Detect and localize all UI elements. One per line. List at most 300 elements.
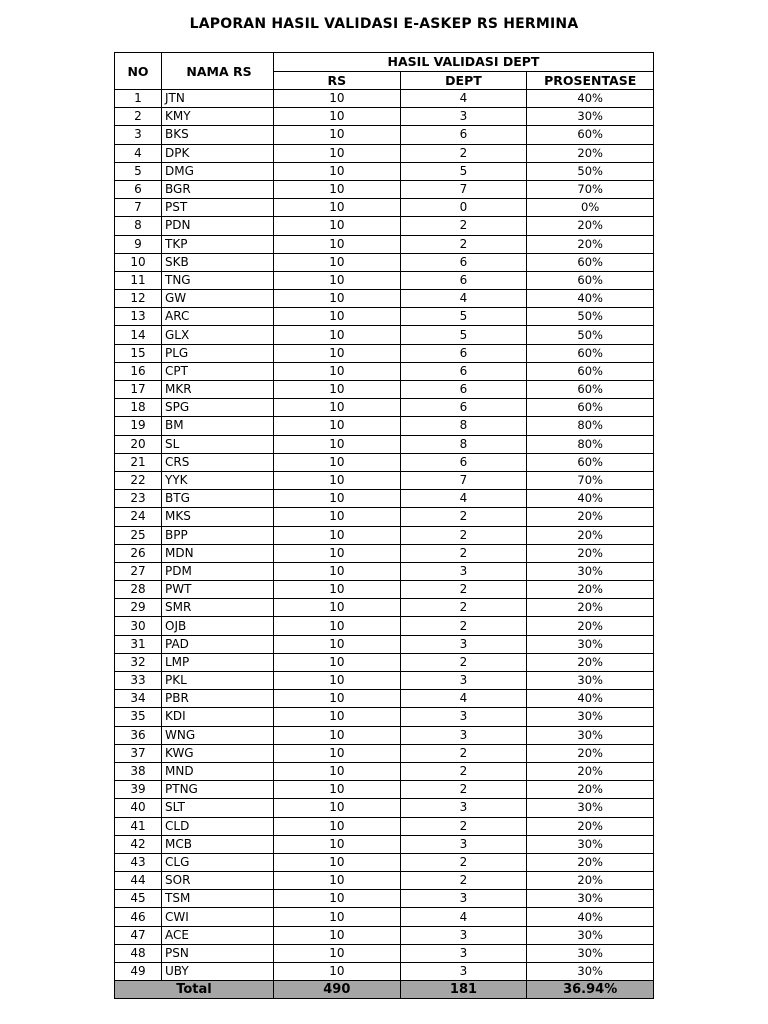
cell-rs: 10 [274, 599, 401, 617]
cell-dept: 8 [400, 435, 527, 453]
cell-rs: 10 [274, 617, 401, 635]
cell-dept: 7 [400, 180, 527, 198]
cell-no: 29 [115, 599, 162, 617]
cell-dept: 6 [400, 381, 527, 399]
cell-prosentase: 80% [527, 435, 654, 453]
table-row [115, 872, 654, 890]
cell-prosentase: 20% [527, 217, 654, 235]
table-row [115, 672, 654, 690]
header-dept: DEPT [400, 71, 527, 90]
table-row [115, 253, 654, 271]
cell-no: 17 [115, 381, 162, 399]
cell-nama-rs: PAD [162, 635, 274, 653]
cell-nama-rs: SKB [162, 253, 274, 271]
cell-rs: 10 [274, 890, 401, 908]
cell-no: 36 [115, 726, 162, 744]
cell-rs: 10 [274, 817, 401, 835]
cell-no: 4 [115, 144, 162, 162]
table-row [115, 471, 654, 489]
table-row [115, 308, 654, 326]
cell-prosentase: 20% [527, 508, 654, 526]
cell-prosentase: 20% [527, 235, 654, 253]
cell-rs: 10 [274, 744, 401, 762]
cell-prosentase: 60% [527, 399, 654, 417]
cell-rs: 10 [274, 308, 401, 326]
cell-prosentase: 20% [527, 744, 654, 762]
cell-rs: 10 [274, 581, 401, 599]
cell-dept: 7 [400, 471, 527, 489]
cell-no: 22 [115, 471, 162, 489]
cell-nama-rs: SPG [162, 399, 274, 417]
cell-nama-rs: PKL [162, 672, 274, 690]
cell-rs: 10 [274, 908, 401, 926]
cell-nama-rs: MCB [162, 835, 274, 853]
cell-no: 5 [115, 162, 162, 180]
cell-no: 35 [115, 708, 162, 726]
table-row [115, 453, 654, 471]
header-nama-rs: NAMA RS [162, 53, 274, 90]
cell-prosentase: 40% [527, 490, 654, 508]
cell-no: 34 [115, 690, 162, 708]
cell-no: 27 [115, 562, 162, 580]
cell-rs: 10 [274, 726, 401, 744]
cell-rs: 10 [274, 762, 401, 780]
table-row [115, 199, 654, 217]
cell-prosentase: 20% [527, 144, 654, 162]
cell-rs: 10 [274, 635, 401, 653]
cell-dept: 2 [400, 781, 527, 799]
cell-rs: 10 [274, 217, 401, 235]
cell-dept: 2 [400, 544, 527, 562]
cell-prosentase: 40% [527, 290, 654, 308]
cell-dept: 0 [400, 199, 527, 217]
cell-nama-rs: BM [162, 417, 274, 435]
cell-rs: 10 [274, 326, 401, 344]
total-label: Total [115, 981, 274, 999]
table-row [115, 326, 654, 344]
cell-rs: 10 [274, 708, 401, 726]
cell-rs: 10 [274, 235, 401, 253]
cell-rs: 10 [274, 799, 401, 817]
table-row [115, 108, 654, 126]
cell-nama-rs: WNG [162, 726, 274, 744]
cell-rs: 10 [274, 526, 401, 544]
cell-rs: 10 [274, 162, 401, 180]
total-dept: 181 [400, 981, 527, 999]
cell-nama-rs: SLT [162, 799, 274, 817]
cell-rs: 10 [274, 653, 401, 671]
cell-no: 31 [115, 635, 162, 653]
cell-no: 20 [115, 435, 162, 453]
cell-dept: 2 [400, 617, 527, 635]
cell-prosentase: 30% [527, 562, 654, 580]
cell-no: 18 [115, 399, 162, 417]
cell-dept: 6 [400, 271, 527, 289]
cell-prosentase: 60% [527, 344, 654, 362]
cell-nama-rs: BTG [162, 490, 274, 508]
cell-nama-rs: CLD [162, 817, 274, 835]
cell-no: 42 [115, 835, 162, 853]
total-row [115, 981, 654, 999]
table-row [115, 290, 654, 308]
table-row [115, 908, 654, 926]
cell-rs: 10 [274, 926, 401, 944]
table-body [115, 90, 654, 981]
cell-rs: 10 [274, 126, 401, 144]
cell-rs: 10 [274, 362, 401, 380]
validation-table [114, 52, 654, 999]
cell-no: 12 [115, 290, 162, 308]
cell-nama-rs: SMR [162, 599, 274, 617]
cell-nama-rs: PDN [162, 217, 274, 235]
cell-dept: 2 [400, 581, 527, 599]
cell-prosentase: 30% [527, 835, 654, 853]
cell-prosentase: 20% [527, 526, 654, 544]
table-row [115, 599, 654, 617]
cell-rs: 10 [274, 108, 401, 126]
cell-rs: 10 [274, 435, 401, 453]
cell-prosentase: 70% [527, 180, 654, 198]
cell-no: 24 [115, 508, 162, 526]
cell-nama-rs: BKS [162, 126, 274, 144]
cell-nama-rs: OJB [162, 617, 274, 635]
cell-prosentase: 30% [527, 726, 654, 744]
table-row [115, 562, 654, 580]
table-row [115, 508, 654, 526]
table-row [115, 762, 654, 780]
cell-nama-rs: PLG [162, 344, 274, 362]
table-row [115, 853, 654, 871]
cell-prosentase: 30% [527, 799, 654, 817]
cell-no: 6 [115, 180, 162, 198]
table-row [115, 344, 654, 362]
table-row [115, 180, 654, 198]
cell-nama-rs: TKP [162, 235, 274, 253]
cell-nama-rs: SOR [162, 872, 274, 890]
table-row [115, 653, 654, 671]
cell-rs: 10 [274, 453, 401, 471]
cell-dept: 3 [400, 708, 527, 726]
cell-no: 38 [115, 762, 162, 780]
cell-no: 10 [115, 253, 162, 271]
cell-nama-rs: MKS [162, 508, 274, 526]
table-row [115, 162, 654, 180]
cell-nama-rs: DPK [162, 144, 274, 162]
cell-nama-rs: CWI [162, 908, 274, 926]
table-row [115, 126, 654, 144]
table-row [115, 817, 654, 835]
cell-nama-rs: TNG [162, 271, 274, 289]
table-row [115, 544, 654, 562]
header-rs: RS [274, 71, 401, 90]
table-row [115, 690, 654, 708]
cell-prosentase: 20% [527, 817, 654, 835]
cell-nama-rs: KWG [162, 744, 274, 762]
cell-prosentase: 20% [527, 544, 654, 562]
cell-dept: 5 [400, 308, 527, 326]
cell-no: 11 [115, 271, 162, 289]
cell-nama-rs: SL [162, 435, 274, 453]
cell-dept: 6 [400, 253, 527, 271]
cell-nama-rs: BPP [162, 526, 274, 544]
table-row [115, 526, 654, 544]
cell-prosentase: 50% [527, 308, 654, 326]
cell-dept: 2 [400, 744, 527, 762]
table-row [115, 781, 654, 799]
cell-dept: 2 [400, 817, 527, 835]
cell-prosentase: 80% [527, 417, 654, 435]
table-row [115, 399, 654, 417]
cell-prosentase: 50% [527, 162, 654, 180]
cell-rs: 10 [274, 144, 401, 162]
cell-prosentase: 20% [527, 853, 654, 871]
cell-no: 39 [115, 781, 162, 799]
cell-no: 8 [115, 217, 162, 235]
cell-dept: 6 [400, 399, 527, 417]
cell-prosentase: 20% [527, 617, 654, 635]
table-row [115, 708, 654, 726]
cell-dept: 4 [400, 690, 527, 708]
cell-dept: 4 [400, 490, 527, 508]
header-no: NO [115, 53, 162, 90]
cell-dept: 3 [400, 926, 527, 944]
cell-prosentase: 30% [527, 635, 654, 653]
cell-no: 14 [115, 326, 162, 344]
cell-nama-rs: JTN [162, 90, 274, 108]
cell-nama-rs: PWT [162, 581, 274, 599]
cell-nama-rs: PTNG [162, 781, 274, 799]
cell-no: 46 [115, 908, 162, 926]
cell-nama-rs: PSN [162, 944, 274, 962]
cell-no: 26 [115, 544, 162, 562]
table-row [115, 217, 654, 235]
cell-no: 16 [115, 362, 162, 380]
cell-prosentase: 30% [527, 108, 654, 126]
cell-dept: 3 [400, 835, 527, 853]
cell-no: 13 [115, 308, 162, 326]
table-row [115, 144, 654, 162]
cell-dept: 6 [400, 126, 527, 144]
table-row [115, 890, 654, 908]
cell-nama-rs: PST [162, 199, 274, 217]
cell-rs: 10 [274, 253, 401, 271]
cell-dept: 3 [400, 672, 527, 690]
cell-dept: 6 [400, 362, 527, 380]
cell-rs: 10 [274, 508, 401, 526]
table-row [115, 617, 654, 635]
cell-no: 44 [115, 872, 162, 890]
cell-no: 19 [115, 417, 162, 435]
cell-no: 15 [115, 344, 162, 362]
cell-dept: 3 [400, 944, 527, 962]
cell-dept: 6 [400, 344, 527, 362]
cell-rs: 10 [274, 544, 401, 562]
cell-nama-rs: BGR [162, 180, 274, 198]
cell-nama-rs: CLG [162, 853, 274, 871]
table-row [115, 381, 654, 399]
cell-prosentase: 60% [527, 253, 654, 271]
cell-no: 2 [115, 108, 162, 126]
table-row [115, 835, 654, 853]
cell-nama-rs: DMG [162, 162, 274, 180]
cell-no: 49 [115, 963, 162, 981]
cell-no: 41 [115, 817, 162, 835]
cell-nama-rs: CPT [162, 362, 274, 380]
table-row [115, 362, 654, 380]
cell-rs: 10 [274, 199, 401, 217]
cell-dept: 3 [400, 963, 527, 981]
cell-rs: 10 [274, 290, 401, 308]
cell-prosentase: 20% [527, 872, 654, 890]
total-rs: 490 [274, 981, 401, 999]
cell-no: 37 [115, 744, 162, 762]
cell-prosentase: 40% [527, 690, 654, 708]
table-row [115, 235, 654, 253]
cell-nama-rs: TSM [162, 890, 274, 908]
cell-prosentase: 60% [527, 362, 654, 380]
cell-rs: 10 [274, 944, 401, 962]
cell-prosentase: 20% [527, 781, 654, 799]
cell-rs: 10 [274, 271, 401, 289]
cell-rs: 10 [274, 672, 401, 690]
cell-no: 45 [115, 890, 162, 908]
cell-no: 21 [115, 453, 162, 471]
table-row [115, 490, 654, 508]
cell-rs: 10 [274, 872, 401, 890]
report-title: LAPORAN HASIL VALIDASI E-ASKEP RS HERMINA [189, 16, 579, 32]
cell-rs: 10 [274, 562, 401, 580]
cell-nama-rs: GLX [162, 326, 274, 344]
cell-prosentase: 60% [527, 381, 654, 399]
cell-dept: 3 [400, 890, 527, 908]
cell-rs: 10 [274, 490, 401, 508]
cell-rs: 10 [274, 963, 401, 981]
cell-dept: 2 [400, 144, 527, 162]
cell-nama-rs: ACE [162, 926, 274, 944]
cell-no: 32 [115, 653, 162, 671]
cell-no: 40 [115, 799, 162, 817]
cell-no: 47 [115, 926, 162, 944]
cell-dept: 6 [400, 453, 527, 471]
cell-rs: 10 [274, 381, 401, 399]
cell-dept: 2 [400, 217, 527, 235]
cell-prosentase: 30% [527, 944, 654, 962]
cell-no: 30 [115, 617, 162, 635]
cell-no: 1 [115, 90, 162, 108]
cell-dept: 2 [400, 853, 527, 871]
cell-dept: 3 [400, 726, 527, 744]
cell-no: 43 [115, 853, 162, 871]
cell-nama-rs: YYK [162, 471, 274, 489]
cell-rs: 10 [274, 471, 401, 489]
cell-rs: 10 [274, 781, 401, 799]
cell-dept: 5 [400, 162, 527, 180]
cell-rs: 10 [274, 180, 401, 198]
table-row [115, 799, 654, 817]
table-row [115, 635, 654, 653]
table-row [115, 726, 654, 744]
table-row [115, 435, 654, 453]
table-row [115, 417, 654, 435]
cell-rs: 10 [274, 344, 401, 362]
cell-dept: 2 [400, 762, 527, 780]
cell-prosentase: 0% [527, 199, 654, 217]
cell-prosentase: 20% [527, 599, 654, 617]
cell-nama-rs: PDM [162, 562, 274, 580]
table-row [115, 90, 654, 108]
cell-no: 28 [115, 581, 162, 599]
header-prosentase: PROSENTASE [527, 71, 654, 90]
cell-dept: 3 [400, 562, 527, 580]
table-row [115, 744, 654, 762]
cell-nama-rs: UBY [162, 963, 274, 981]
table-row [115, 944, 654, 962]
cell-nama-rs: ARC [162, 308, 274, 326]
cell-no: 23 [115, 490, 162, 508]
cell-dept: 8 [400, 417, 527, 435]
cell-dept: 2 [400, 235, 527, 253]
cell-prosentase: 20% [527, 653, 654, 671]
table-row [115, 581, 654, 599]
header-group-hasil-validasi: HASIL VALIDASI DEPT [274, 53, 654, 72]
cell-dept: 2 [400, 526, 527, 544]
cell-prosentase: 40% [527, 908, 654, 926]
cell-nama-rs: LMP [162, 653, 274, 671]
cell-dept: 5 [400, 326, 527, 344]
cell-nama-rs: KMY [162, 108, 274, 126]
cell-dept: 3 [400, 799, 527, 817]
cell-prosentase: 60% [527, 271, 654, 289]
cell-no: 33 [115, 672, 162, 690]
cell-dept: 2 [400, 872, 527, 890]
cell-rs: 10 [274, 90, 401, 108]
cell-no: 3 [115, 126, 162, 144]
cell-rs: 10 [274, 853, 401, 871]
cell-prosentase: 70% [527, 471, 654, 489]
cell-prosentase: 30% [527, 963, 654, 981]
cell-nama-rs: MND [162, 762, 274, 780]
cell-dept: 4 [400, 90, 527, 108]
cell-dept: 4 [400, 908, 527, 926]
total-prosentase: 36.94% [527, 981, 654, 999]
cell-no: 7 [115, 199, 162, 217]
cell-prosentase: 30% [527, 926, 654, 944]
cell-dept: 3 [400, 108, 527, 126]
cell-rs: 10 [274, 399, 401, 417]
cell-prosentase: 20% [527, 581, 654, 599]
cell-dept: 4 [400, 290, 527, 308]
cell-prosentase: 60% [527, 126, 654, 144]
cell-no: 25 [115, 526, 162, 544]
table-row [115, 963, 654, 981]
cell-dept: 3 [400, 635, 527, 653]
cell-no: 48 [115, 944, 162, 962]
cell-nama-rs: MKR [162, 381, 274, 399]
table-row [115, 926, 654, 944]
cell-prosentase: 20% [527, 762, 654, 780]
cell-nama-rs: KDI [162, 708, 274, 726]
cell-dept: 2 [400, 653, 527, 671]
cell-rs: 10 [274, 690, 401, 708]
cell-prosentase: 30% [527, 890, 654, 908]
cell-dept: 2 [400, 599, 527, 617]
cell-no: 9 [115, 235, 162, 253]
cell-prosentase: 50% [527, 326, 654, 344]
cell-nama-rs: CRS [162, 453, 274, 471]
cell-nama-rs: GW [162, 290, 274, 308]
cell-dept: 2 [400, 508, 527, 526]
cell-prosentase: 40% [527, 90, 654, 108]
